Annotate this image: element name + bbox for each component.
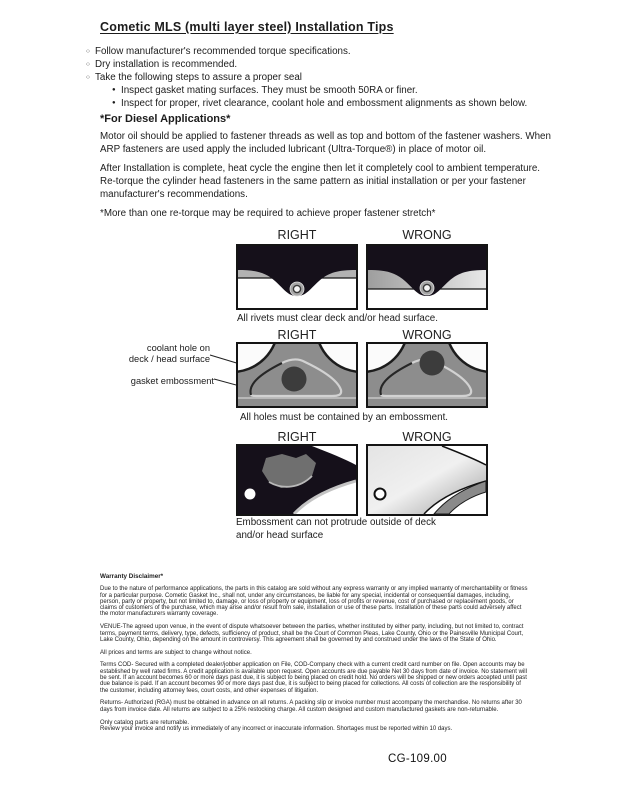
bolt-hole-icon xyxy=(245,489,256,500)
protrusion-right-art xyxy=(238,446,356,514)
protrusion-wrong-diagram xyxy=(366,444,488,516)
bolt-hole-icon xyxy=(375,489,386,500)
disclaimer-paragraph: Due to the nature of performance applications, the parts in this catalog are sold without any express warranty or any implied warranty of merchantability or fitness for a particular purpose. Cometic Gasket Inc., shall not, under any circumstances, be liable for any special, incidental or consequential damages, including, person, party or property, but not limited to, damage, or loss of property or equipment, loss of profits or revenue, cost of purchased or replacement goods, or claims of customers of the purchase, which may arise and/or result from sale, installation or use of these parts. Installation of these parts could adversely affect the motor manufacturers warranty coverage. xyxy=(100,586,528,618)
disclaimer-paragraph: VENUE-The agreed upon venue, in the event of dispute whatsoever between the parties, whether instituted by either party, including, but not limited to, contract terms, payment terms, delivery, type, defects, sufficiency of product, shall be the Court of Common Pleas, Lake County, Ohio or the Painesville Municipal Court, Lake County, Ohio, depending on the amount in controversy. This agreement shall be governed by and construed under the laws of the State of Ohio. xyxy=(100,624,524,643)
disclaimer-closing-line: Only catalog parts are returnable. xyxy=(100,719,190,726)
protrusion-wrong-art xyxy=(368,446,486,514)
row3-wrong-label: WRONG xyxy=(402,430,452,444)
rivet-wrong-diagram xyxy=(366,244,488,310)
row1-right-label: RIGHT xyxy=(277,228,317,242)
disclaimer-paragraph: Returns- Authorized (RGA) must be obtained in advance on all returns. A packing slip or invoice number must accompany the merchandise. No returns after 30 days from invoice date. All returns are subject to a 25% restocking charge. All custom designed and custom manufactured gaskets are non-returnable. xyxy=(100,700,522,713)
coolant-hole-icon xyxy=(282,367,307,392)
embossment-wrong-art xyxy=(368,344,486,406)
row2-right-label: RIGHT xyxy=(277,328,317,342)
diesel-paragraph-1: Motor oil should be applied to fastener threads as well as top and bottom of the fastener washers. When ARP fasteners are used apply the included lubricant (Ultra-Torque®) in place of motor oil. xyxy=(100,131,551,156)
page-number-code: CG-109.00 xyxy=(388,753,447,765)
rivet-icon xyxy=(420,281,434,295)
tip-item: ○ Take the following steps to assure a proper seal xyxy=(86,71,566,84)
disclaimer-closing-line: Review your invoice and notify us immediately of any incorrect or inaccurate information. Shortages must be reported within 10 days. xyxy=(100,725,453,732)
diesel-heading: *For Diesel Applications* xyxy=(100,113,231,125)
diesel-note: *More than one re-torque may be required to achieve proper fastener stretch* xyxy=(100,208,436,219)
disclaimer-heading: Warranty Disclaimer* xyxy=(100,573,164,580)
rivet-right-art xyxy=(238,246,356,308)
row2-caption: All holes must be contained by an embossment. xyxy=(240,412,449,423)
tip-item: ○ Dry installation is recommended. xyxy=(86,58,566,71)
warranty-disclaimer xyxy=(100,574,530,732)
disclaimer-paragraph: All prices and terms are subject to change without notice. xyxy=(100,649,252,656)
row3-caption: Embossment can not protrude outside of deck and/or head surface xyxy=(236,517,436,541)
tips-list xyxy=(86,45,566,110)
embossment-wrong-diagram xyxy=(366,342,488,408)
rivet-right-diagram xyxy=(236,244,358,310)
protrusion-right-diagram xyxy=(236,444,358,516)
diesel-paragraph-2: After Installation is complete, heat cycle the engine then let it completely cool to ambient temperature. Re-torque the cylinder head fasteners in the same pattern as initial installation or per your fastener manufacturer's recommendations. xyxy=(100,163,541,201)
embossment-right-art xyxy=(238,344,356,406)
disclaimer-paragraph: Terms COD- Secured with a completed dealer/jobber application on File, COD-Company check with a current credit card number on file. Open accounts may be established by well rated firms. A credit application is available upon request. Open accounts are due payable Net 30 days from date of invoice. No statement will be sent. If an account becomes 60 or more days past due, it is subject to being placed on credit hold. No orders will be shipped or new orders accepted until past due balance is paid. If an account becomes 90 or more days past due, it is subject to being placed for collections. All costs of collection are the responsibility of the customer, including attorney fees, court costs, and other expenses of litigation. xyxy=(100,662,527,694)
rivet-wrong-art xyxy=(368,246,486,308)
coolant-hole-icon xyxy=(420,351,445,376)
embossment-right-diagram xyxy=(236,342,358,408)
gasket-embossment-annotation: gasket embossment xyxy=(130,376,214,386)
row1-wrong-label: WRONG xyxy=(402,228,452,242)
page-title: Cometic MLS (multi layer steel) Installation Tips xyxy=(100,20,394,34)
row1-caption: All rivets must clear deck and/or head surface. xyxy=(237,313,438,324)
tip-sub-item: ● Inspect for proper, rivet clearance, coolant hole and embossment alignments as shown below. xyxy=(112,97,566,110)
row2-wrong-label: WRONG xyxy=(402,328,452,342)
rivet-icon xyxy=(290,282,304,296)
tip-sub-item: ● Inspect gasket mating surfaces. They must be smooth 50RA or finer. xyxy=(112,84,566,97)
row3-right-label: RIGHT xyxy=(277,430,317,444)
coolant-hole-annotation: coolant hole on deck / head surface xyxy=(128,343,210,364)
tip-item: ○ Follow manufacturer's recommended torque specifications. xyxy=(86,45,566,58)
